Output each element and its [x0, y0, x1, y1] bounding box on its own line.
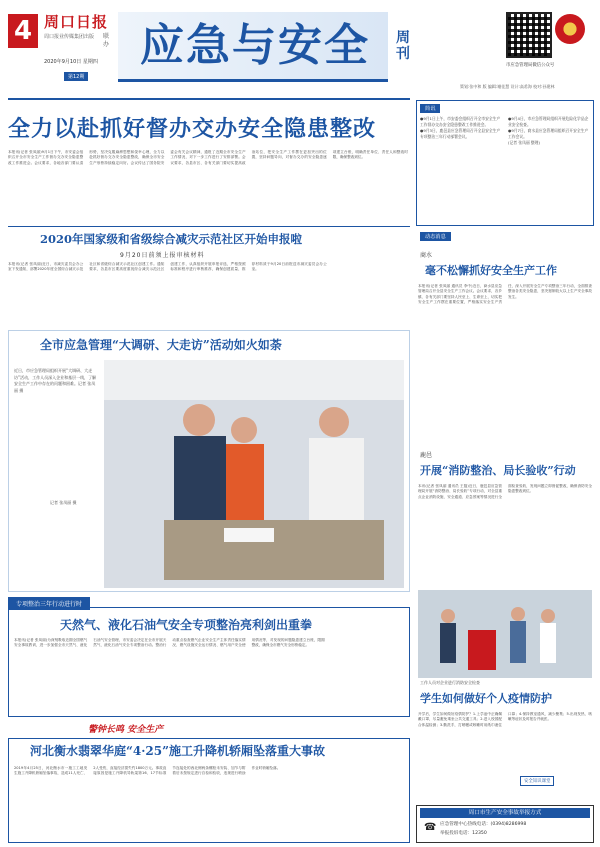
photo-caption: 近日，市应急管理局组织开展“大调研、大走访”活动，工作人员深入企业和基层一线，了解安全生产工作中存在的问题和困难。记者 张凤丽 摄: [14, 368, 97, 393]
inspection-illustration: [418, 590, 592, 678]
photo-credit: 记者 张凤丽 摄: [50, 500, 77, 505]
warning-banner: 警钟长鸣 安全生产: [88, 725, 164, 735]
brief-item: ●9月3日，鹿邑县应急管理局召开全县安全生产专项整治三年行动部署会议。: [420, 128, 501, 139]
special-section-banner: 专项整治三年行动进行时: [8, 597, 90, 610]
paper-subtitle: 周口报业传媒集团出版: [44, 34, 95, 40]
right-body-1: 本报讯(记者 张凤丽 通讯员 李中)近日，商水县应急管理局召开全县安全生产工作会议。会议要求，各乡镇、各有关部门要坚持人民至上、生命至上，切实把安全生产工作摆在重要位置，严格落实安全生产责任，深入开展安全生产专项整治三年行动，全面排查整治各类安全隐患，坚决遏制较大以上生产安全事故发生。: [418, 284, 592, 305]
dynamic-news-tag: 动态消息: [420, 232, 451, 241]
second-article-body: 本报讯(记者 张凤丽)近日，市减灾委员会办公室下发通知，部署2020年度全国综合减灾示范社区和省级综合减灾示范社区创建工作。通知要求，各县市区要高度重视综合减灾示范社区创建工作，认真组织开展申报评选，严格按照标准和程序进行审核推荐，确保创建质量，推荐材料须于9月20日前报送市减灾委员会办公室。: [8, 262, 327, 272]
right-headline-2: 开展“消防整治、局长验收”行动: [420, 464, 576, 477]
divider: [8, 226, 410, 227]
photo-illustration: [104, 360, 404, 588]
brief-item: ●9月1日上午，市安委会组织召开全市安全生产工作督办交办安全隐患整改工作推进会。: [420, 116, 501, 127]
emblem-icon: [555, 14, 585, 44]
inspection-photo-caption: 工作人员对企业进行消防安全检查: [420, 680, 480, 685]
prevention-headline: 学生如何做好个人疫情防护: [420, 692, 552, 705]
paper-name: 周口日报: [44, 13, 109, 31]
qr-code-icon: [506, 12, 552, 58]
special-body: 本报讯(记者 张凤丽)为深刻吸取近期全国燃气安全事故教训，进一步加强全市天然气、液化石油气安全管理，市安委会决定在全市开展天然气、液化石油气安全专项整治行动。整治行动重点检查燃气企业安全生产主体责任落实情况、燃气设施安全运行情况、燃气用户安全使用情况等，对发现的问题隐患建立台账，限期整改，确保全市燃气安全形势稳定。: [14, 638, 325, 648]
right-body-2: 本讯(记者 张凤丽 通讯员 王磊)近日，鹿邑县应急管理局开展“消防整治、局长验收”专项行动，对全县重点企业消防设施、安全通道、应急预案等情况进行全面检查验收，发现问题立即督促整改，确保消防安全隐患整改到位。: [418, 484, 592, 499]
inspection-photo: [418, 590, 592, 678]
brief-item: ●9月4日，市应急管理局组织开展危险化学品企业安全检查。: [508, 116, 589, 127]
warning-body: 2019年4月25日，河北衡水市一施工工地发生施工升降机轿厢坠落事故，造成11人死亡、2人受伤，直接经济损失约1800万元。事故直接原因是施工升降机导轨架第16、17节标准节连接处的西北侧两条螺栓未安装、加节与附着后未按规定进行自检和验收，违规进行喷涂作业时轿厢坠落。: [14, 766, 281, 776]
prevention-body: 开学后，学生如何做好疫情防护？1.上学途中正确佩戴口罩，尽量避免乘坐公共交通工具；2.进入校园配合体温检测；3.勤洗手，打喷嚏或咳嗽时用纸巾遮住口鼻；4.保持教室通风，减少聚集；5.出现发热、咳嗽等症状及时报告并就医。: [418, 712, 592, 727]
weekly-label: 周刊: [396, 30, 410, 62]
lead-headline: 全力以赴抓好督办交办安全隐患整改: [8, 116, 377, 142]
qr-label: 市应急管理局微信公众号: [506, 63, 555, 68]
brief-signature: (记者 张凤丽 整理): [508, 140, 540, 145]
lead-article-body: 本报讯(记者 张凤丽)9月1日下午，市安委会组织召开全市安全生产工作督办交办安全隐患整改工作推进会。会议要求，各地各部门要认清形势，坚决克服麻痹思想和侥幸心理，全力以赴抓好督办交办安全隐患整改，确保全市安全生产形势持续稳定向好。会议传达了国务院安委会有关会议精神，通报了近期全市安全生产工作情况，对下一步工作进行了安排部署。会议要求，各县市区、各有关部门要切实提高政治站位，把安全生产工作摆在更加突出的位置，坚持问题导向，对督办交办的安全隐患逐项建立台账，明确责任单位、责任人和整改时限，确保整改到位。: [8, 150, 408, 165]
issue-date: 2020年9月10日 星期四: [44, 59, 98, 65]
page-number: 4: [8, 14, 38, 48]
section-title: 应急与安全: [140, 20, 370, 71]
brief-item: ●9月7日，商水县应急管理局组织召开安全生产工作会议。: [508, 128, 589, 139]
editor-credits: 策划:张中和 版 编辑:谢佳慧 设计:高希海 校对:孙建林: [460, 84, 555, 89]
news-brief-list: [420, 116, 590, 222]
phone-icon: ☎: [424, 822, 437, 833]
report-phone: 应急管理中心热线电话：(0394)8286998: [440, 822, 527, 827]
issue-number: 第12期: [64, 72, 88, 81]
feature-photo: [104, 360, 404, 588]
report-hotline: 举报投诉电话：12350: [440, 831, 487, 836]
special-headline: 天然气、液化石油气安全专项整治亮利剑出重拳: [60, 618, 313, 632]
news-brief-tag: 简讯: [420, 104, 440, 113]
feature-headline: 全市应急管理“大调研、大走访”活动如火如荼: [40, 338, 282, 352]
right-headline-1: 毫不松懈抓好安全生产工作: [425, 264, 557, 277]
prevention-source-label: 安全知识课堂: [520, 776, 554, 786]
county-label-luyi: 鹿邑: [420, 452, 433, 459]
report-title: 周口市生产安全事故举报方式: [420, 808, 590, 818]
county-label-shangshui: 商水: [420, 252, 433, 259]
second-subline: 9月20日前须上报审核材料: [120, 252, 205, 259]
second-headline: 2020年国家级和省级综合减灾示范社区开始申报啦: [40, 232, 303, 246]
paper-coop-label: 联办: [103, 33, 110, 48]
header-divider: [8, 98, 410, 100]
warning-headline: 河北衡水翡翠华庭“4·25”施工升降机轿厢坠落重大事故: [30, 744, 326, 758]
